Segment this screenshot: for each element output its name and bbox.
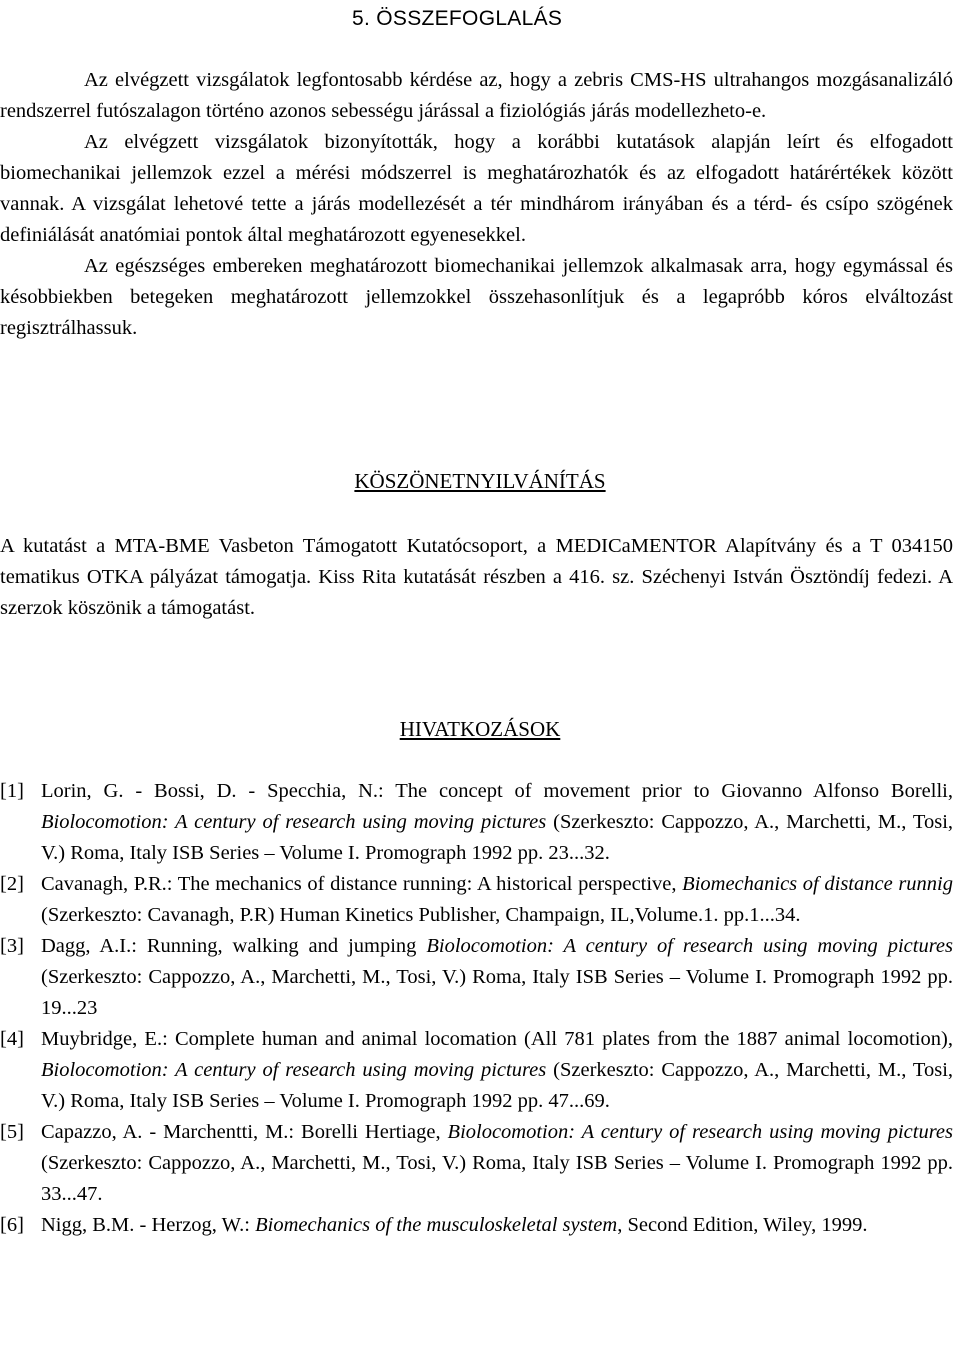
reference-source-title: Biomechanics of distance runnig	[682, 873, 953, 895]
acknowledgement-body	[0, 531, 953, 624]
reference-publication-details: (Szerkeszto: Cappozzo, A., Marchetti, M., Tosi, V.) Roma, Italy ISB Series – Volume I. Promograph 1992 pp. 23...32.	[41, 811, 954, 864]
reference-publication-details: (Szerkeszto: Cappozzo, A., Marchetti, M., Tosi, V.) Roma, Italy ISB Series – Volume I. Promograph 1992 pp. 33...47.	[41, 1152, 953, 1205]
reference-authors-title: Muybridge, E.: Complete human and animal locomation (All 781 plates from the 1887 animal locomotion),	[41, 1028, 953, 1050]
reference-source-title: Biolocomotion: A century of research using moving pictures	[41, 811, 547, 833]
reference-item	[0, 1117, 953, 1210]
references-heading: HIVATKOZÁSOK	[399, 717, 561, 741]
reference-source-title: Biolocomotion: A century of research using moving pictures	[447, 1121, 954, 1143]
reference-number: [2]	[0, 873, 24, 895]
reference-source-title: Biomechanics of the musculoskeletal system	[255, 1214, 618, 1236]
summary-paragraph: Az elvégzett vizsgálatok bizonyították, hogy a korábbi kutatások alapján leírt és elfogadott biomechanikai jellemzok ezzel a mérési módszerrel is meghatározhatók és az elfogadott határértékek között vannak. A vizsgálat lehetové tette a járás modellezését a tér mindhárom irányában és a térd- és csípo szögének definiálását anatómiai pontok által meghatározott egyenesekkel.	[0, 131, 953, 246]
reference-source-title: Biolocomotion: A century of research using moving pictures	[426, 935, 954, 957]
acknowledgement-text: A kutatást a MTA-BME Vasbeton Támogatott Kutatócsoport, a MEDICaMENTOR Alapítvány és a T 034150 tematikus OTKA pályázat támogatja. Kiss Rita kutatását részben a 416. sz. Széchenyi István Ösztöndíj fedezi. A szerzok köszönik a támogatást.	[0, 535, 953, 619]
reference-item	[0, 1210, 953, 1241]
reference-publication-details: , Second Edition, Wiley, 1999.	[617, 1214, 868, 1236]
reference-item	[0, 1024, 953, 1117]
reference-number: [1]	[0, 780, 24, 802]
reference-publication-details: (Szerkeszto: Cappozzo, A., Marchetti, M., Tosi, V.) Roma, Italy ISB Series – Volume I. Promograph 1992 pp. 47...69.	[41, 1059, 954, 1112]
reference-item	[0, 869, 953, 931]
summary-paragraph: Az elvégzett vizsgálatok legfontosabb kérdése az, hogy a zebris CMS-HS ultrahangos mozgásanalizáló rendszerrel futószalagon történo azonos sebességu járással a fiziológiás járás modellezheto-e.	[0, 69, 953, 122]
reference-item	[0, 931, 953, 1024]
reference-number: [4]	[0, 1028, 24, 1050]
reference-authors-title: Cavanagh, P.R.: The mechanics of distance running: A historical perspective,	[41, 873, 677, 895]
reference-authors-title: Dagg, A.I.: Running, walking and jumping	[41, 935, 417, 957]
reference-number: [6]	[0, 1214, 24, 1236]
reference-number: [5]	[0, 1121, 24, 1143]
reference-authors-title: Capazzo, A. - Marchentti, M.: Borelli Hertiage,	[41, 1121, 441, 1143]
summary-paragraph: Az egészséges embereken meghatározott biomechanikai jellemzok alkalmasak arra, hogy egymással és késobbiekben betegeken meghatározott jellemzokkel összehasonlítjuk és a legapróbb kóros elváltozást regisztrálhassuk.	[0, 255, 953, 339]
reference-authors-title: Lorin, G. - Bossi, D. - Specchia, N.: The concept of movement prior to Giovanno Alfonso Borelli,	[41, 780, 953, 802]
reference-authors-title: Nigg, B.M. - Herzog, W.:	[41, 1214, 250, 1236]
reference-list	[0, 776, 953, 1241]
reference-source-title: Biolocomotion: A century of research using moving pictures	[41, 1059, 547, 1081]
summary-heading: 5. ÖSSZEFOGLALÁS	[352, 7, 563, 30]
reference-publication-details: (Szerkeszto: Cavanagh, P.R) Human Kinetics Publisher, Champaign, IL,Volume.1. pp.1...34.	[41, 904, 801, 926]
summary-body	[0, 65, 953, 344]
acknowledgement-heading: KÖSZÖNETNYILVÁNÍTÁS	[354, 469, 606, 493]
reference-publication-details: (Szerkeszto: Cappozzo, A., Marchetti, M., Tosi, V.) Roma, Italy ISB Series – Volume I. Promograph 1992 pp. 19...23	[41, 966, 953, 1019]
reference-item	[0, 776, 953, 869]
reference-number: [3]	[0, 935, 24, 957]
